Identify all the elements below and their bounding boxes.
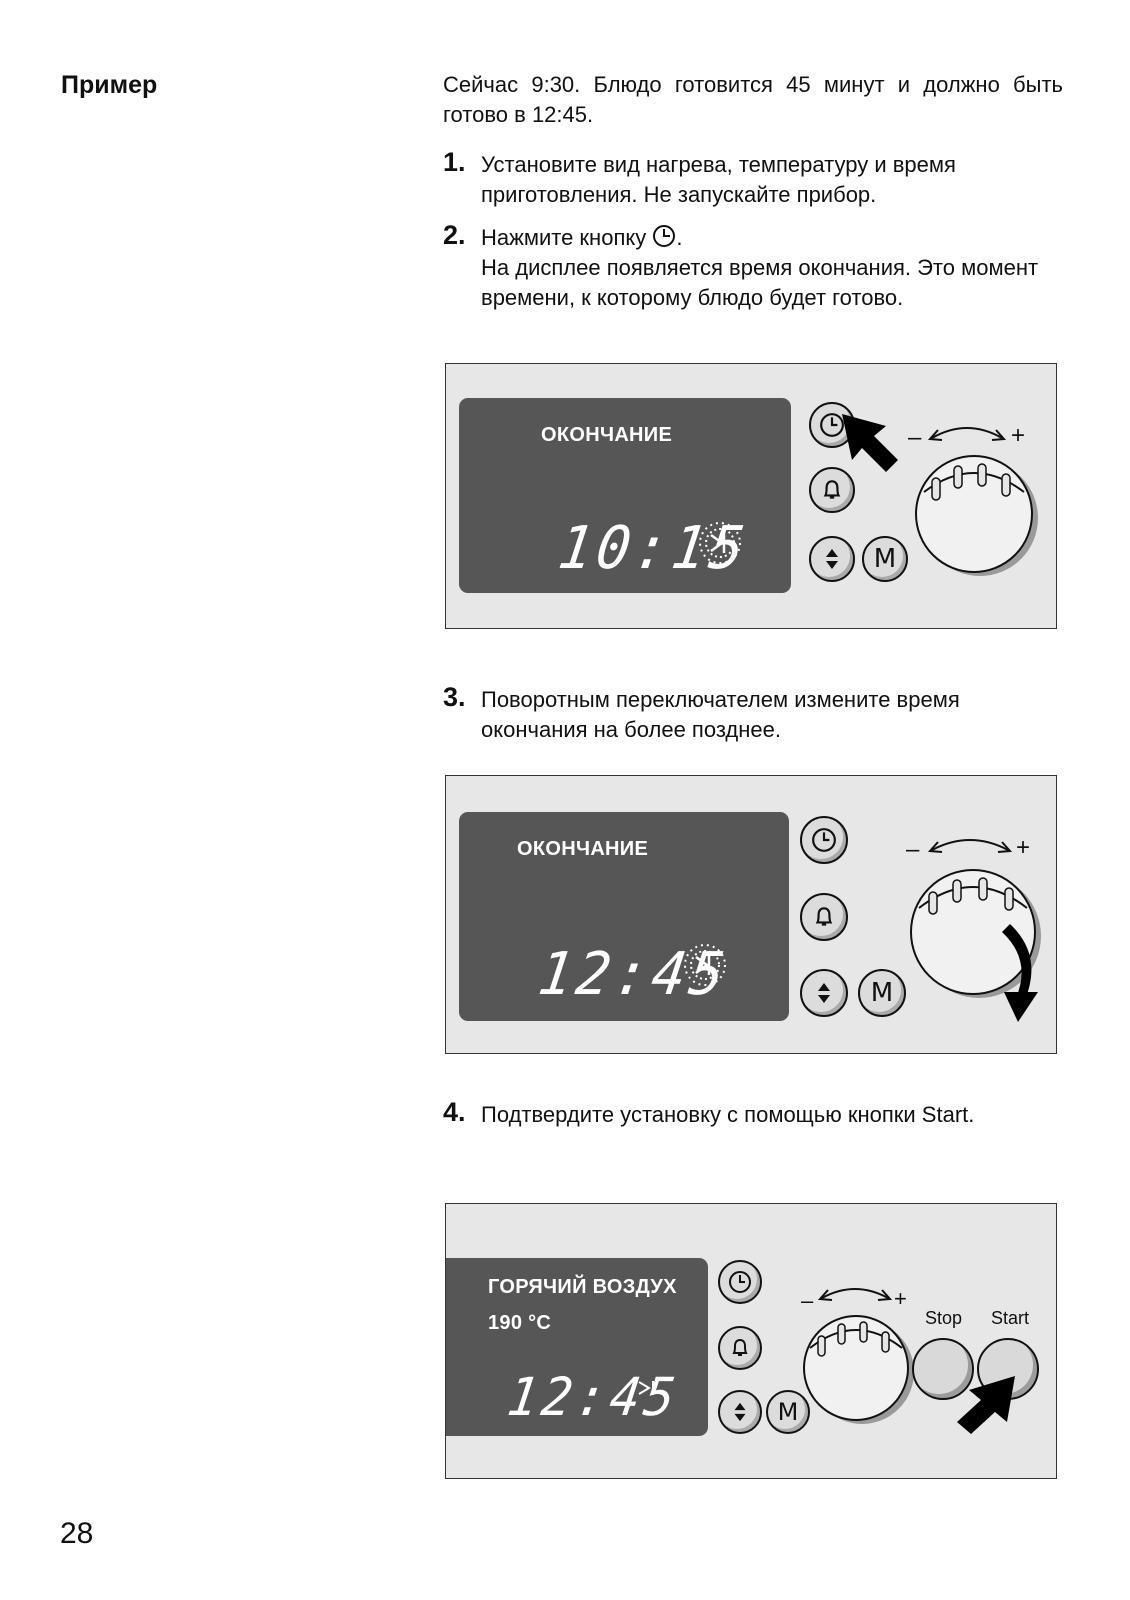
stop-label: Stop — [925, 1308, 963, 1328]
step-number: 1. — [443, 147, 466, 177]
step-text: Поворотным переключателем измените время окончания на более позднее. — [481, 687, 960, 742]
rotary-knob[interactable] — [906, 444, 1046, 584]
step-2 — [443, 220, 1063, 313]
control-panel-1 — [445, 363, 1057, 629]
end-time-blink-icon — [679, 940, 731, 990]
step-number: 3. — [443, 682, 466, 712]
minus-label: – — [801, 1288, 814, 1313]
rotate-clockwise-arrow-icon — [986, 916, 1056, 1026]
menu-button[interactable]: M — [766, 1390, 810, 1434]
control-panel-2 — [445, 775, 1057, 1054]
display-label: ГОРЯЧИЙ ВОЗДУХ — [488, 1276, 677, 1298]
plus-label: + — [1011, 422, 1026, 449]
display-label: ОКОНЧАНИЕ — [517, 838, 649, 860]
minus-label: – — [906, 836, 920, 863]
menu-button[interactable]: M — [862, 536, 908, 582]
step-text: Установите вид нагрева, температуру и время приготовления. Не запускайте прибор. — [481, 152, 956, 207]
display-time: 12:45 — [534, 940, 733, 1009]
bell-icon — [819, 477, 845, 503]
rotate-direction-icon — [816, 1280, 894, 1308]
page-number: 28 — [60, 1517, 94, 1550]
press-arrow-icon — [834, 406, 904, 476]
end-time-icon — [636, 1378, 660, 1398]
up-down-icon — [820, 546, 844, 572]
step-3 — [443, 682, 1063, 745]
step-1 — [443, 147, 1063, 210]
display — [459, 398, 791, 593]
display-temperature: 190 °C — [488, 1312, 552, 1334]
clock-icon — [728, 1270, 752, 1294]
example-heading: Пример — [61, 71, 158, 99]
bell-icon — [728, 1336, 752, 1360]
up-down-button[interactable] — [718, 1390, 762, 1434]
timer-bell-button[interactable] — [809, 467, 855, 513]
display-time: 12:45 — [503, 1366, 683, 1428]
minus-label: – — [908, 424, 922, 451]
intro-paragraph: Сейчас 9:30. Блюдо готовится 45 минут и должно быть готово в 12:45. — [443, 72, 1063, 127]
step-text-detail: На дисплее появляется время окончания. Это момент времени, к которому блюдо будет готово. — [481, 255, 1039, 310]
clock-button[interactable] — [718, 1260, 762, 1304]
clock-button[interactable] — [800, 816, 848, 864]
clock-icon — [652, 224, 676, 248]
control-panel-3 — [445, 1203, 1057, 1479]
step-text-line: Нажмите кнопку . — [481, 225, 683, 250]
display-label: ОКОНЧАНИЕ — [541, 424, 673, 446]
step-number: 2. — [443, 220, 466, 250]
up-down-button[interactable] — [809, 536, 855, 582]
rotary-knob[interactable] — [798, 1306, 918, 1432]
menu-button[interactable]: M — [858, 969, 906, 1017]
plus-label: + — [894, 1286, 907, 1311]
up-down-icon — [729, 1400, 751, 1424]
press-arrow-icon — [951, 1372, 1021, 1438]
up-down-icon — [812, 980, 836, 1006]
end-time-blink-icon — [694, 518, 746, 568]
plus-label: + — [1016, 834, 1031, 861]
up-down-button[interactable] — [800, 969, 848, 1017]
timer-bell-button[interactable] — [718, 1326, 762, 1370]
bell-icon — [811, 904, 837, 930]
timer-bell-button[interactable] — [800, 893, 848, 941]
step-number: 4. — [443, 1097, 466, 1127]
display — [459, 812, 789, 1021]
start-label: Start — [991, 1308, 1030, 1328]
display — [446, 1258, 708, 1436]
display-time: 10:15 — [554, 514, 753, 583]
clock-icon — [811, 827, 837, 853]
step-4 — [443, 1097, 1063, 1130]
step-text: Подтвердите установку с помощью кнопки Start. — [481, 1102, 975, 1127]
